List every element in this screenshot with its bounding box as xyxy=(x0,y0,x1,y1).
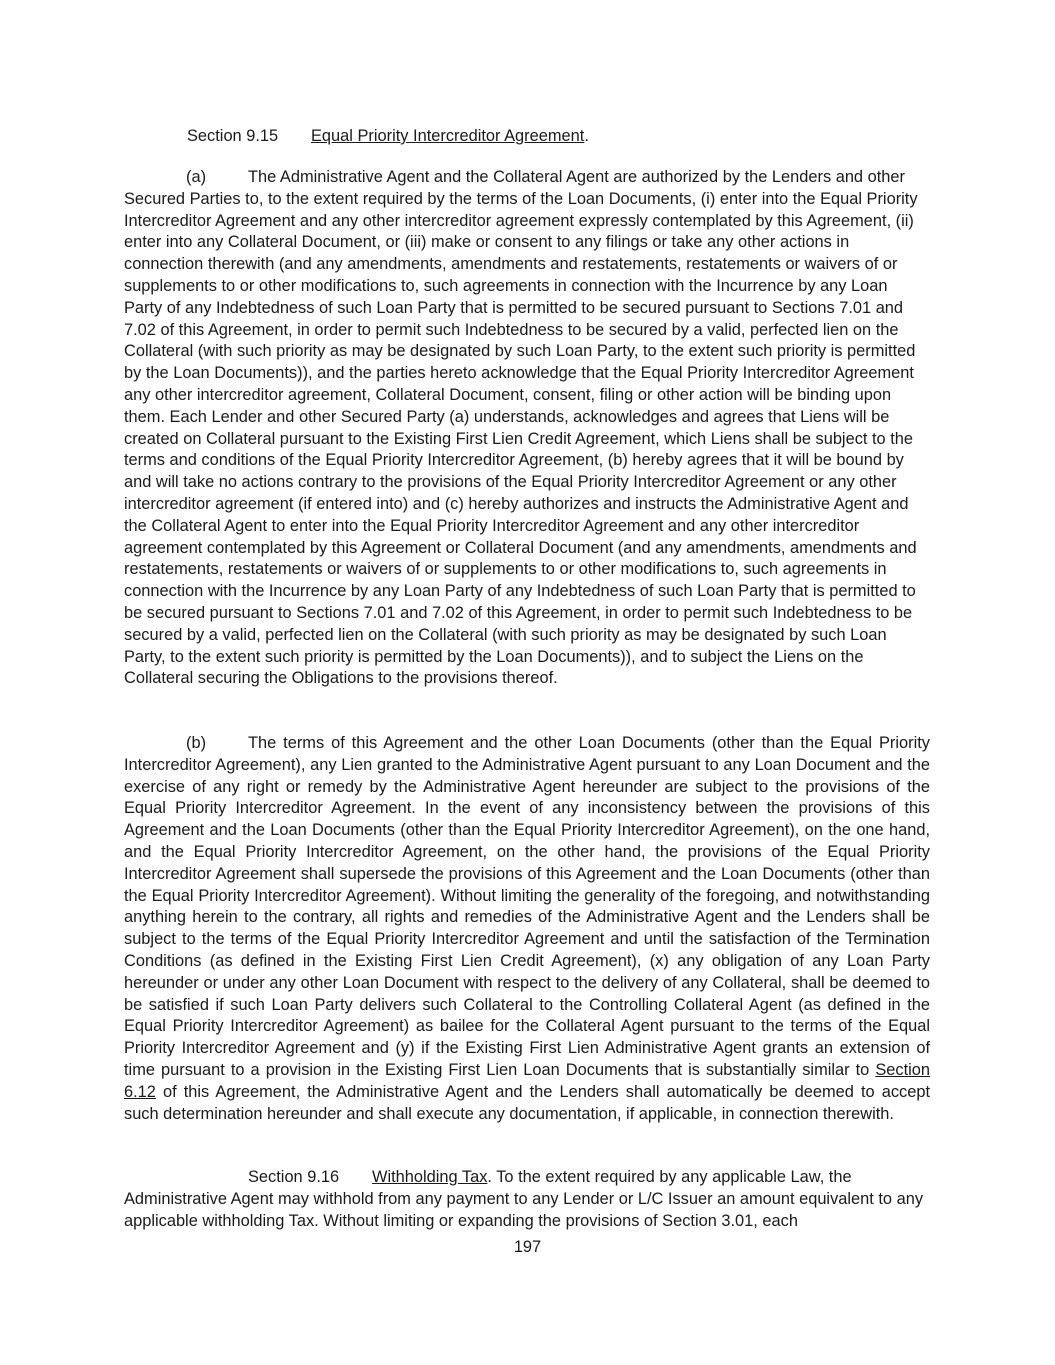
section-number: Section 9.16 xyxy=(248,1168,340,1186)
paragraph-b xyxy=(124,733,930,1125)
section-title-suffix: . xyxy=(584,127,589,145)
section-9-15-heading xyxy=(187,125,589,147)
section-title: Withholding Tax xyxy=(372,1168,488,1186)
section-9-16-text: . To the extent required by any applicable Law, the Administrative Agent may withhold from any payment to any Lender or L/C Issuer an amount equivalent to any applicable withholding Tax. Without limiting or expanding the provisions of Section 3.01, each xyxy=(124,1168,924,1230)
paragraph-a xyxy=(124,167,930,690)
section-number: Section 9.15 xyxy=(187,127,279,145)
page-number: 197 xyxy=(513,1238,542,1256)
paragraph-b-text: The terms of this Agreement and the other Loan Documents (other than the Equal Priority Intercreditor Agreement), any Lien granted to the Administrative Agent pursuant to any Loan Document and the exercise of any right or remedy by the Administrative Agent hereunder are subject to the provisions of the Equal Priority Intercreditor Agreement. In the event of any inconsistency between the provisions of this Agreement and the Loan Documents (other than the Equal Priority Intercreditor Agreement), on the one hand, and the Equal Priority Intercreditor Agreement, on the other hand, the provisions of the Equal Priority Intercreditor Agreement shall supersede the provisions of this Agreement and the Loan Documents (other than the Equal Priority Intercreditor Agreement). Without limiting the generality of the foregoing, and notwithstanding anything herein to the contrary, all rights and remedies of the Administrative Agent and the Lenders shall be subject to the terms of the Equal Priority Intercreditor Agreement and until the satisfaction of the Termination Conditions (as defined in the Existing First Lien Credit Agreement), (x) any obligation of any Loan Party hereunder or under any other Loan Document with respect to the delivery of any Collateral, shall be deemed to be satisfied if such Loan Party delivers such Collateral to the Controlling Collateral Agent (as defined in the Equal Priority Intercreditor Agreement) as bailee for the Collateral Agent pursuant to the terms of the Equal Priority Intercreditor Agreement and (y) if the Existing First Lien Administrative Agent grants an extension of time pursuant to a provision in the Existing First Lien Loan Documents that is substantially similar to xyxy=(124,734,930,1079)
paragraph-label: (b) xyxy=(186,734,207,752)
paragraph-b-text-end: of this Agreement, the Administrative Agent and the Lenders shall automatically be deemed to accept such determination hereunder and shall execute any documentation, if applicable, in connection therewith. xyxy=(124,1082,930,1123)
section-9-16-paragraph xyxy=(124,1167,930,1232)
section-6-12-reference: Section 6.12 xyxy=(124,1060,930,1101)
paragraph-a-text: The Administrative Agent and the Collateral Agent are authorized by the Lenders and other Secured Parties to, to the extent required by the terms of the Loan Documents, (i) enter into the Equal Priority Intercreditor Agreement and any other intercreditor agreement expressly contemplated by this Agreement, (ii) enter into any Collateral Document, or (iii) make or consent to any filings or take any other actions in connection therewith (and any amendments, amendments and restatements, restatements or waivers of or supplements to or other modifications to, such agreements in connection with the Incurrence by any Loan Party of any Indebtedness of such Loan Party that is permitted to be secured pursuant to Sections 7.01 and 7.02 of this Agreement, in order to permit such Indebtedness to be secured by a valid, perfected lien on the Collateral (with such priority as may be designated by such Loan Party, to the extent such priority is permitted by the Loan Documents)), and the parties hereto acknowledge that the Equal Priority Intercreditor Agreement any other intercreditor agreement, Collateral Document, consent, filing or other action will be binding upon them. Each Lender and other Secured Party (a) understands, acknowledges and agrees that Liens will be created on Collateral pursuant to the Existing First Lien Credit Agreement, which Liens shall be subject to the terms and conditions of the Equal Priority Intercreditor Agreement, (b) hereby agrees that it will be bound by and will take no actions contrary to the provisions of the Equal Priority Intercreditor Agreement or any other intercreditor agreement (if entered into) and (c) hereby authorizes and instructs the Administrative Agent and the Collateral Agent to enter into the Equal Priority Intercreditor Agreement and any other intercreditor agreement contemplated by this Agreement or Collateral Document (and any amendments, amendments and restatements, restatements or waivers of or supplements to or other modifications to, such agreements in connection with the Incurrence by any Loan Party of any Indebtedness of such Loan Party that is permitted to be secured pursuant to Sections 7.01 and 7.02 of this Agreement, in order to permit such Indebtedness to be secured by a valid, perfected lien on the Collateral (with such priority as may be designated by such Loan Party, to the extent such priority is permitted by the Loan Documents)), and to subject the Liens on the Collateral securing the Obligations to the provisions thereof. xyxy=(124,168,918,688)
paragraph-label: (a) xyxy=(186,168,207,186)
section-title: Equal Priority Intercreditor Agreement xyxy=(311,127,585,145)
